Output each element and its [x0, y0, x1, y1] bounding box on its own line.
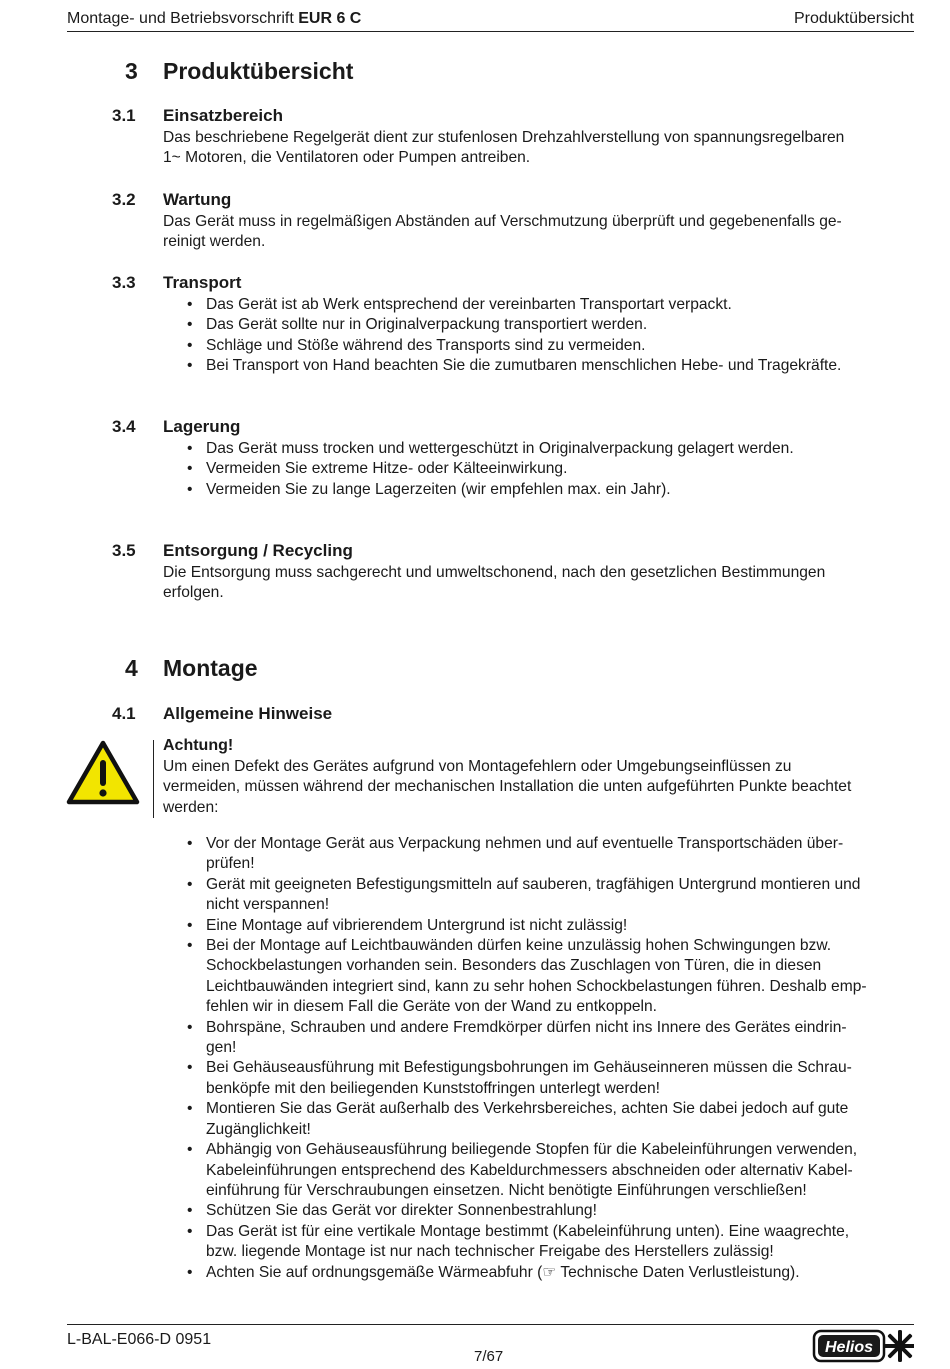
section-number: 3.5: [112, 541, 136, 560]
section-title: Lagerung: [163, 417, 241, 436]
list-item: • Vermeiden Sie zu lange Lagerzeiten (wir empfehlen max. ein Jahr).: [187, 480, 671, 498]
section-number: 3.1: [112, 106, 136, 125]
list-item: • Bohrspäne, Schrauben und andere Fremdkörper dürfen nicht ins Innere des Gerätes eindrin- gen!: [187, 1018, 847, 1057]
body-line: Das Gerät muss in regelmäßigen Abständen auf Verschmutzung überprüft und gegebenenfalls ge-: [163, 213, 842, 230]
body-line: Die Entsorgung muss sachgerecht und umweltschonend, nach den gesetzlichen Bestimmungen: [163, 564, 826, 581]
header-prefix: Montage- und Betriebsvorschrift: [67, 10, 294, 27]
warning-line: werden:: [163, 798, 219, 816]
section-number: 4.1: [112, 704, 136, 723]
page-number: 7/67: [474, 1348, 504, 1365]
body-line: erfolgen.: [163, 584, 224, 602]
list-item: • Abhängig von Gehäuseausführung beiliegende Stopfen für die Kabeleinführungen verwenden, Kabeleinführungen entsprechend des Kabeldurchmessers abschneiden oder alternativ Kabel- einführung für Verschraubungen einsetzen. Nicht benötigte Einführungen verschließen!: [187, 1141, 858, 1199]
list-item: • Bei der Montage auf Leichtbauwänden dürfen keine unzulässig hohen Schwingungen bzw. Schockbelastungen vorhanden sein. Besonders das Zuschlagen von Türen, die in diesen Leichtbauwänden integriert sind, kann zu sehr hohen Schockbelastungen führen. Deshalb emp- fehlen wir in diesem Fall die Geräte von der Wand zu entkoppeln.: [187, 937, 867, 1016]
section-number: 3.4: [112, 417, 136, 436]
list-item: • Bei Gehäuseausführung mit Befestigungsbohrungen im Gehäuseinneren müssen die Schrau- benköpfe mit den beiliegenden Kunststoffringen unterlegt werden!: [187, 1059, 852, 1097]
list-item: • Schläge und Stöße während des Transports sind zu vermeiden.: [187, 336, 646, 354]
body-line: 1~ Motoren, die Ventilatoren oder Pumpen antreiben.: [163, 149, 531, 167]
warning-line: Um einen Defekt des Gerätes aufgrund von Montagefehlern oder Umgebungseinflüssen zu: [163, 758, 792, 775]
header-document-title: [67, 10, 361, 28]
list-item: • Montieren Sie das Gerät außerhalb des Verkehrsbereiches, achten Sie dabei jedoch auf gute Zugänglichkeit!: [187, 1100, 849, 1138]
list-item: • Gerät mit geeigneten Befestigungsmitteln auf sauberen, tragfähigen Untergrund montieren und nicht verspannen!: [187, 875, 861, 914]
section-title: Transport: [163, 273, 242, 292]
svg-text:Helios: Helios: [824, 1339, 874, 1356]
list-item: • Vermeiden Sie extreme Hitze- oder Kälteeinwirkung.: [187, 460, 568, 478]
body-line: reinigt werden.: [163, 233, 266, 251]
chapter-number: 4: [125, 655, 138, 681]
list-item: • Das Gerät ist ab Werk entsprechend der vereinbarten Transportart verpackt.: [187, 296, 732, 313]
list-item: • Das Gerät ist für eine vertikale Montage bestimmt (Kabeleinführung unten). Eine waagrechte, bzw. liegende Montage ist nur nach technischer Freigabe des Herstellers zulässig!: [187, 1222, 850, 1261]
section-body: [163, 212, 914, 253]
list-item: • Eine Montage auf vibrierendem Untergrund ist nicht zulässig!: [187, 916, 628, 934]
warning-divider: [153, 740, 154, 818]
list-item: • Achten Sie auf ordnungsgemäße Wärmeabfuhr (☞ Technische Daten Verlustleistung).: [187, 1263, 800, 1281]
mounting-instructions-list: [163, 834, 915, 1283]
body-line: Das beschriebene Regelgerät dient zur stufenlosen Drehzahlverstellung von spannungsregelbaren: [163, 129, 845, 146]
section-title: Einsatzbereich: [163, 106, 283, 125]
warning-triangle-icon: [66, 740, 140, 805]
warning-title: Achtung!: [163, 737, 234, 754]
list-item: • Bei Transport von Hand beachten Sie die zumutbaren menschlichen Hebe- und Tragekräfte.: [187, 357, 842, 375]
transport-list: [163, 295, 914, 377]
footer-document-code: L-BAL-E066-D 0951: [67, 1331, 212, 1348]
chapter-number: 3: [125, 58, 138, 84]
section-title: Entsorgung / Recycling: [163, 541, 353, 560]
list-item: • Das Gerät sollte nur in Originalverpackung transportiert werden.: [187, 316, 648, 334]
warning-text: [163, 757, 915, 818]
list-item: • Vor der Montage Gerät aus Verpackung nehmen und auf eventuelle Transportschäden über- prüfen!: [187, 835, 844, 873]
header-section: Produktübersicht: [793, 10, 914, 27]
section-number: 3.2: [112, 190, 136, 209]
section-body: [163, 128, 914, 169]
header-model: EUR 6 C: [298, 10, 362, 27]
list-item: • Das Gerät muss trocken und wettergeschützt in Originalverpackung gelagert werden.: [187, 440, 794, 457]
list-item: • Schützen Sie das Gerät vor direkter Sonnenbestrahlung!: [187, 1202, 597, 1220]
section-number: 3.3: [112, 273, 136, 292]
chapter-title: Produktübersicht: [163, 58, 354, 84]
helios-logo: [812, 1328, 914, 1364]
section-title: Allgemeine Hinweise: [163, 704, 333, 723]
warning-line: vermeiden, müssen während der mechanischen Installation die unten aufgeführten Punkte beachtet: [163, 778, 852, 796]
section-title: Wartung: [163, 190, 232, 209]
storage-list: [163, 439, 914, 500]
section-body: [163, 563, 914, 604]
chapter-title: Montage: [163, 655, 258, 681]
page-header: [67, 10, 914, 32]
footer-rule: [67, 1324, 914, 1325]
